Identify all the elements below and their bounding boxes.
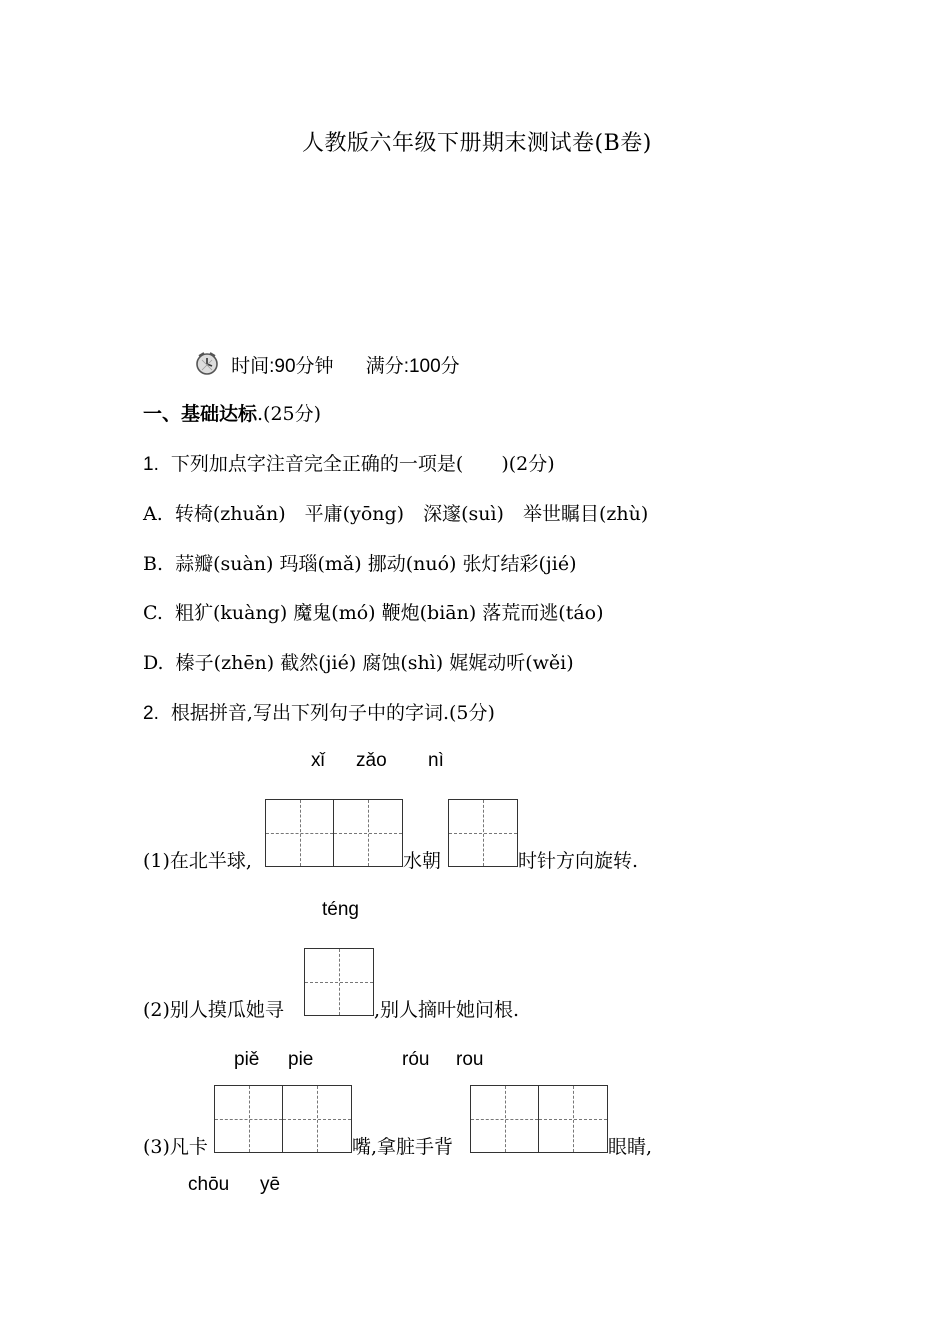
answer-grid-piepie[interactable] — [214, 1085, 352, 1153]
option-text: 蒜瓣(suàn) 玛瑙(mǎ) 挪动(nuó) 张灯结彩(jié) — [175, 553, 577, 575]
sentence-3-middle: 嘴,拿脏手背 — [352, 1136, 454, 1158]
question-1-stem — [143, 452, 555, 477]
pinyin-teng: téng — [322, 899, 359, 920]
option-label: A. — [143, 503, 163, 525]
grid-cell[interactable] — [449, 800, 517, 866]
option-d — [143, 651, 574, 675]
pinyin-rou-1: róu — [402, 1049, 430, 1070]
question-2-stem — [143, 701, 495, 726]
exam-score: 满分:100分 — [365, 356, 460, 377]
grid-cell[interactable] — [215, 1086, 283, 1152]
grid-cell[interactable] — [334, 800, 402, 866]
pinyin-zao: zǎo — [356, 750, 387, 771]
option-c — [143, 601, 604, 625]
option-label: B. — [143, 553, 164, 575]
option-label: D. — [143, 652, 164, 674]
question-2-text: 根据拼音,写出下列句子中的字词.(5分) — [170, 702, 495, 724]
option-text: 榛子(zhēn) 截然(jié) 腐蚀(shì) 娓娓动听(wěi) — [175, 652, 574, 674]
answer-grid-ni[interactable] — [448, 799, 518, 867]
sentence-1-before: (1)在北半球, — [143, 850, 252, 872]
sentence-3-before: (3)凡卡 — [143, 1136, 208, 1158]
option-label: C. — [143, 602, 163, 624]
option-text: 粗犷(kuàng) 魔鬼(mó) 鞭炮(biān) 落荒而逃(táo) — [174, 602, 604, 624]
sentence-3-after: 眼睛, — [608, 1136, 653, 1158]
clock-icon — [194, 350, 220, 380]
sentence-2-before: (2)别人摸瓜她寻 — [143, 999, 284, 1021]
option-text: 转椅(zhuǎn) 平庸(yōng) 深邃(suì) 举世瞩目(zhù) — [174, 503, 649, 525]
grid-cell[interactable] — [266, 800, 334, 866]
pinyin-rou-2: rou — [456, 1049, 484, 1070]
option-b — [143, 552, 577, 576]
pinyin-pie-2: pie — [288, 1049, 314, 1070]
section-heading-label: 一、基础达标 — [143, 404, 258, 425]
pinyin-pie-1: piě — [234, 1049, 260, 1070]
pinyin-chou: chōu — [188, 1174, 230, 1195]
option-a — [143, 502, 648, 526]
page-title: 人教版六年级下册期末测试卷(B卷) — [302, 131, 652, 156]
answer-grid-xizao[interactable] — [265, 799, 403, 867]
question-1-text: 下列加点字注音完全正确的一项是( )(2分) — [170, 453, 555, 475]
grid-cell[interactable] — [539, 1086, 607, 1152]
section-heading-points: .(25分) — [257, 403, 322, 425]
grid-cell[interactable] — [283, 1086, 351, 1152]
question-1-number: 1. — [143, 454, 159, 475]
answer-grid-teng[interactable] — [304, 948, 374, 1016]
grid-cell[interactable] — [471, 1086, 539, 1152]
pinyin-ni: nì — [428, 750, 444, 771]
pinyin-xi: xǐ — [311, 750, 325, 771]
grid-cell[interactable] — [305, 949, 373, 1015]
exam-meta — [194, 350, 460, 380]
exam-time: 时间:90分钟 — [231, 356, 334, 377]
pinyin-ye: yē — [260, 1174, 281, 1195]
sentence-1-middle: 水朝 — [403, 850, 442, 872]
section-heading — [143, 402, 321, 427]
answer-grid-rourou[interactable] — [470, 1085, 608, 1153]
question-2-number: 2. — [143, 703, 159, 724]
sentence-1-after: 时针方向旋转. — [518, 850, 639, 872]
sentence-2-after: ,别人摘叶她问根. — [374, 999, 520, 1021]
